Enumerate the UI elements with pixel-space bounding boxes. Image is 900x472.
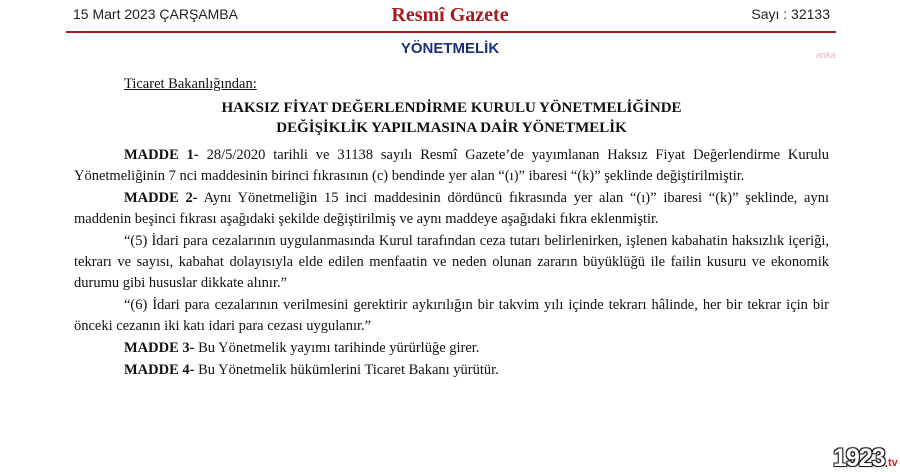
article-paragraph (74, 188, 829, 230)
amendment-text: “(6) İdari para cezalarının verilmesini gerektirir aykırılığın bir takvim yılı içinde tekrarı hâlinde, her bir tekrar için bir önceki cezanın iki katı idari para cezası uygulanır.” (74, 297, 829, 334)
issuing-ministry: Ticaret Bakanlığından: (124, 76, 257, 92)
article-text: 28/5/2020 tarihli ve 31138 sayılı Resmî Gazete’de yayımlanan Haksız Fiyat Değerlendirme Kurulu Yönetmeliğinin 7 nci maddesinin birinci fıkrasının (c) bendinde yer alan “(ı)” ibaresi “(k)” şeklinde değiştirilmiştir. (74, 147, 829, 184)
gazette-title: Resmî Gazete (391, 4, 509, 26)
amendment-text: “(5) İdari para cezalarının uygulanmasında Kurul tarafından ceza tutarı belirlenirken, işlenen kabahatin haksızlık içeriği, tekrarı ve sayısı, kabahat dolayısıyla elde edilen menfaatin ve neden olunan zararın büyüklüğü ile failin kusuru ve ekonomik durumu gibi hususlar dikkate alınır.” (74, 233, 829, 291)
amendment-paragraph (74, 231, 829, 294)
issue-number: Sayı : 32133 (751, 6, 830, 22)
article-text: Bu Yönetmelik yayımı tarihinde yürürlüğe girer. (194, 340, 480, 356)
gazette-header (0, 0, 900, 34)
logo-suffix: tv (887, 457, 898, 469)
article-paragraph (74, 145, 829, 187)
regulation-title-line1: HAKSIZ FİYAT DEĞERLENDİRME KURULU YÖNETMELİĞİNDE (221, 100, 682, 116)
article-label: MADDE 4- (124, 362, 195, 378)
section-heading: YÖNETMELİK (400, 40, 500, 57)
channel-logo (833, 446, 898, 470)
article-label: MADDE 2- (124, 190, 198, 206)
regulation-document (74, 74, 829, 382)
header-divider (66, 31, 836, 33)
article-text: Aynı Yönetmeliğin 15 inci maddesinin dördüncü fıkrasında yer alan “(ı)” ibaresi “(k)” şeklinde, aynı maddenin beşinci fıkrası aşağıdaki şekilde değiştirilmiş ve aynı maddeye aşağıdaki fıkra eklenmiştir. (74, 190, 829, 227)
article-label: MADDE 1- (124, 147, 199, 163)
agency-watermark: anka (816, 50, 836, 60)
logo-dot: . (884, 456, 888, 470)
logo-text: 1923 (833, 444, 885, 472)
article-paragraph (74, 338, 829, 359)
article-paragraph (74, 360, 829, 381)
amendment-paragraph (74, 295, 829, 337)
article-label: MADDE 3- (124, 340, 195, 356)
regulation-title (74, 98, 829, 138)
article-text: Bu Yönetmelik hükümlerini Ticaret Bakanı yürütür. (194, 362, 499, 378)
publication-date: 15 Mart 2023 ÇARŞAMBA (73, 6, 238, 22)
regulation-title-line2: DEĞİŞİKLİK YAPILMASINA DAİR YÖNETMELİK (276, 120, 627, 136)
